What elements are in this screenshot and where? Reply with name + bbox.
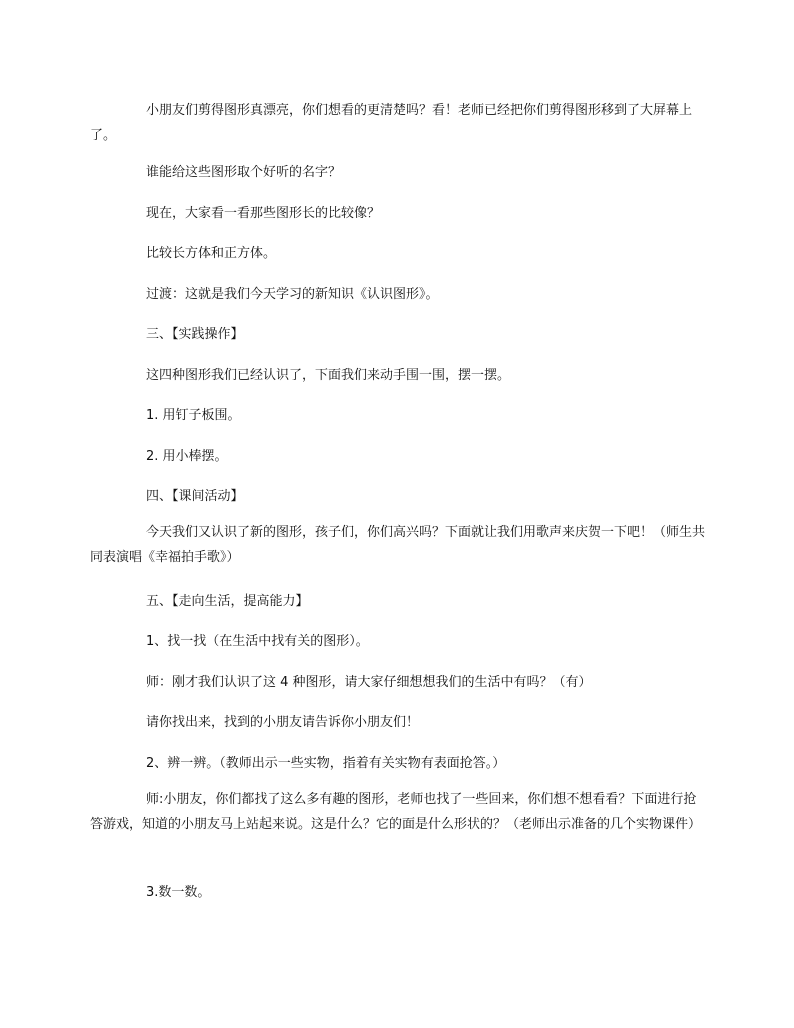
list-item-sticks: 2. 用小棒摆。 (146, 449, 228, 464)
paragraph-quiz-game: 师:小朋友，你们都找了这么多有趣的图形，老师也找了一些回来，你们想不想看看？下面进行抢答游戏，知道的小朋友马上站起来说。这是什么？它的面是什么形状的？（老师出示准备的几个实物课件） (90, 792, 702, 832)
list-item-find: 1、找一找（在生活中找有关的图形）。 (146, 634, 369, 649)
section-heading-life: 五、【走向生活，提高能力】 (146, 594, 309, 609)
paragraph-activity: 今天我们又认识了新的图形，孩子们，你们高兴吗？下面就让我们用歌声来庆贺一下吧！（师生共同表演唱《幸福拍手歌》） (90, 525, 706, 565)
list-item-identify: 2、辨一辨。（教师出示一些实物，指着有关实物有表面抢答。） (146, 756, 506, 771)
paragraph-naming-question: 谁能给这些图形取个好听的名字？ (146, 165, 342, 180)
list-item-pegboard: 1. 用钉子板围。 (146, 408, 241, 423)
paragraph-find-instruction: 请你找出来，找到的小朋友请告诉你小朋友们！ (146, 715, 420, 730)
list-item-count: 3.数一数。 (146, 885, 211, 900)
section-heading-activity: 四、【课间活动】 (146, 489, 244, 504)
paragraph-practice-intro: 这四种图形我们已经认识了，下面我们来动手围一围，摆一摆。 (146, 368, 511, 383)
paragraph-teacher-question: 师：刚才我们认识了这 4 种图形，请大家仔细想想我们的生活中有吗？（有） (146, 675, 592, 690)
paragraph-compare-question: 现在，大家看一看那些图形长的比较像？ (146, 206, 381, 221)
section-heading-practice: 三、【实践操作】 (146, 327, 244, 342)
paragraph-transition: 过渡：这就是我们今天学习的新知识《认识图形》。 (146, 287, 439, 302)
paragraph-intro: 小朋友们剪得图形真漂亮，你们想看的更清楚吗？看！老师已经把你们剪得图形移到了大屏幕上了。 (90, 103, 693, 143)
paragraph-compare-shapes: 比较长方体和正方体。 (146, 246, 277, 261)
